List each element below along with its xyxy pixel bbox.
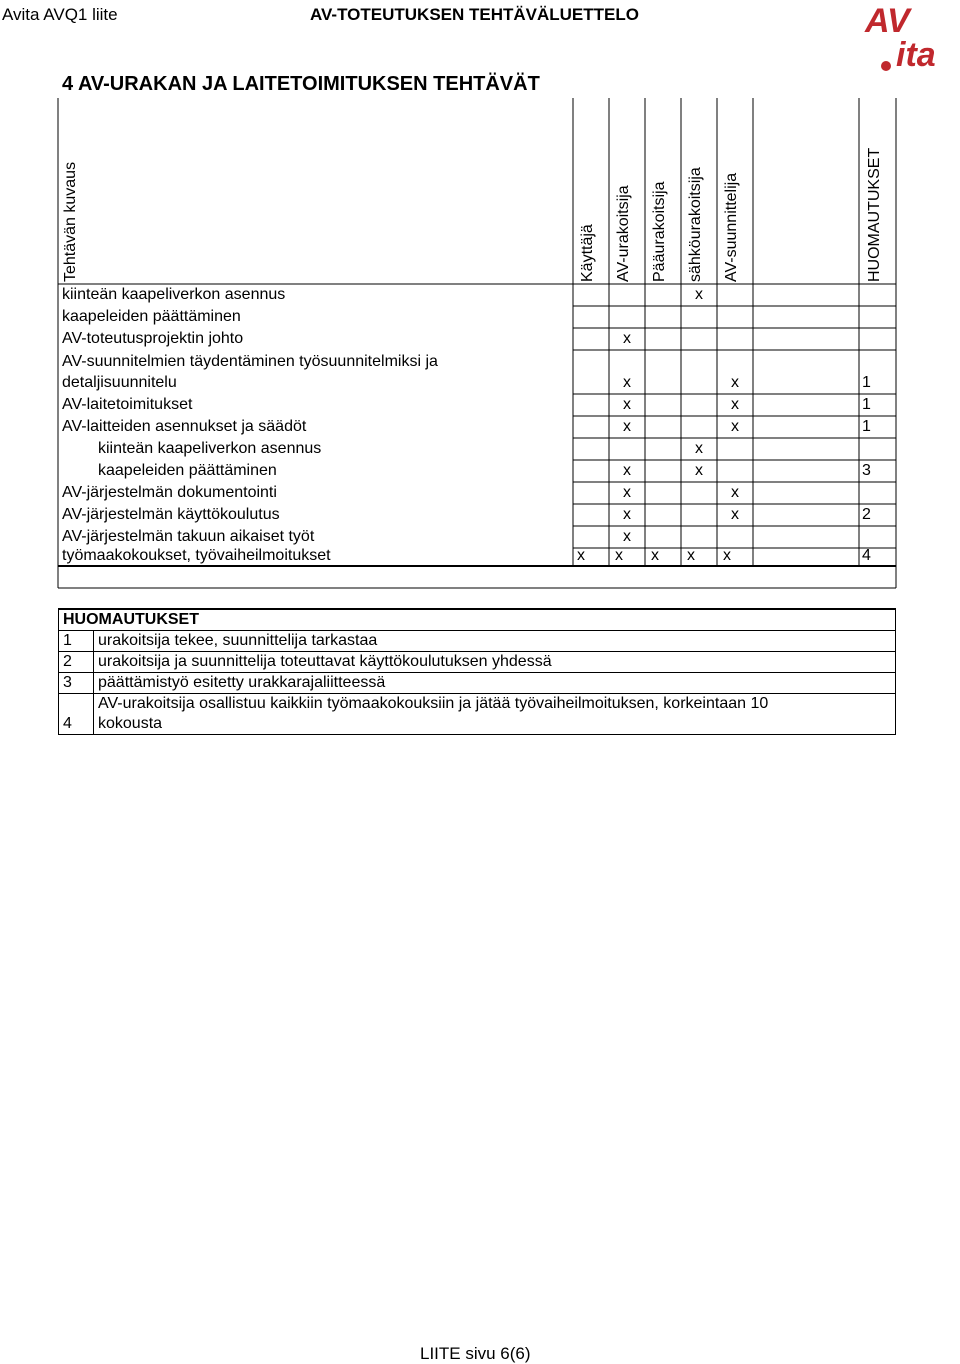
column-header-huomautukset: HUOMAUTUKSET (866, 147, 883, 282)
remark-number: 1 (59, 631, 94, 652)
task-row-label-indented: kiinteän kaapeliverkon asennus (98, 440, 322, 457)
task-row-label: kaapeleiden päättäminen (62, 308, 241, 325)
task-mark: x (577, 547, 585, 564)
task-mark: x (731, 484, 739, 501)
remark-text: päättämistyö esitetty urakkarajaliitteessä (94, 673, 896, 694)
remark-text: urakoitsija tekee, suunnittelija tarkastaa (94, 631, 896, 652)
task-mark: x (623, 374, 631, 391)
remarks-table (58, 608, 896, 735)
task-mark: x (623, 484, 631, 501)
remark-text: urakoitsija ja suunnittelija toteuttavat käyttökoulutuksen yhdessä (94, 652, 896, 673)
column-header-av-suunnittelija: AV-suunnittelija (723, 172, 740, 282)
task-mark: x (723, 547, 731, 564)
task-note-ref: 1 (862, 396, 871, 413)
header-center-title: AV-TOTEUTUKSEN TEHTÄVÄLUETTELO (310, 5, 639, 24)
task-row-label: AV-järjestelmän dokumentointi (62, 484, 277, 501)
task-mark: x (731, 396, 739, 413)
task-mark: x (695, 440, 703, 457)
task-mark: x (623, 462, 631, 479)
task-mark: x (623, 506, 631, 523)
task-mark: x (731, 506, 739, 523)
task-row-label: työmaakokoukset, työvaiheilmoitukset (62, 547, 331, 564)
column-header-sahkourakoitsija: sähköurakoitsija (687, 167, 704, 282)
logo-text-av: AV (865, 2, 910, 40)
remarks-header-row (59, 609, 896, 631)
column-header-kayttaja: Käyttäjä (579, 224, 596, 282)
column-header-av-urakoitsija: AV-urakoitsija (615, 185, 632, 282)
task-mark: x (731, 418, 739, 435)
task-row-label: AV-suunnitelmien täydentäminen työsuunnitelmiksi ja (62, 353, 438, 370)
remark-number: 2 (59, 652, 94, 673)
remark-row (59, 652, 896, 673)
avita-logo (862, 2, 957, 78)
task-row-label-indented: kaapeleiden päättäminen (98, 462, 277, 479)
logo-text-ita: ita (896, 36, 936, 74)
remarks-title: HUOMAUTUKSET (59, 609, 896, 631)
remark-number: 4 (59, 694, 94, 735)
task-note-ref: 4 (862, 547, 871, 564)
logo-dot (881, 61, 891, 71)
remark-row (59, 673, 896, 694)
task-row-label: AV-laitteiden asennukset ja säädöt (62, 418, 307, 435)
task-mark: x (623, 396, 631, 413)
task-note-ref: 2 (862, 506, 871, 523)
task-note-ref: 1 (862, 418, 871, 435)
page-footer: LIITE sivu 6(6) (420, 1344, 531, 1363)
task-row-label-continued: detaljisuunnitelu (62, 374, 177, 391)
section-title: 4 AV-URAKAN JA LAITETOIMITUKSEN TEHTÄVÄT (62, 73, 540, 95)
task-mark: x (615, 547, 623, 564)
remark-number: 3 (59, 673, 94, 694)
task-row-label: AV-järjestelmän käyttökoulutus (62, 506, 280, 523)
task-note-ref: 1 (862, 374, 871, 391)
task-mark: x (687, 547, 695, 564)
column-header-paaurakoitsija: Pääurakoitsija (651, 181, 668, 282)
remark-text: AV-urakoitsija osallistuu kaikkiin työmaakokouksiin ja jätää työvaiheilmoituksen, korkeintaan 10 kokousta (94, 694, 896, 735)
task-mark: x (623, 528, 631, 545)
task-description-header: Tehtävän kuvaus (62, 161, 79, 282)
task-row-label: AV-laitetoimitukset (62, 396, 193, 413)
task-row-label: kiinteän kaapeliverkon asennus (62, 286, 286, 303)
remark-row (59, 631, 896, 652)
task-mark: x (623, 418, 631, 435)
task-mark: x (623, 330, 631, 347)
remark-row (59, 694, 896, 735)
task-note-ref: 3 (862, 462, 871, 479)
header-left-title: Avita AVQ1 liite (2, 5, 118, 24)
task-mark: x (731, 374, 739, 391)
task-mark: x (695, 286, 703, 303)
task-mark: x (651, 547, 659, 564)
task-row-label: AV-järjestelmän takuun aikaiset työt (62, 528, 315, 545)
task-mark: x (695, 462, 703, 479)
task-row-label: AV-toteutusprojektin johto (62, 330, 244, 347)
